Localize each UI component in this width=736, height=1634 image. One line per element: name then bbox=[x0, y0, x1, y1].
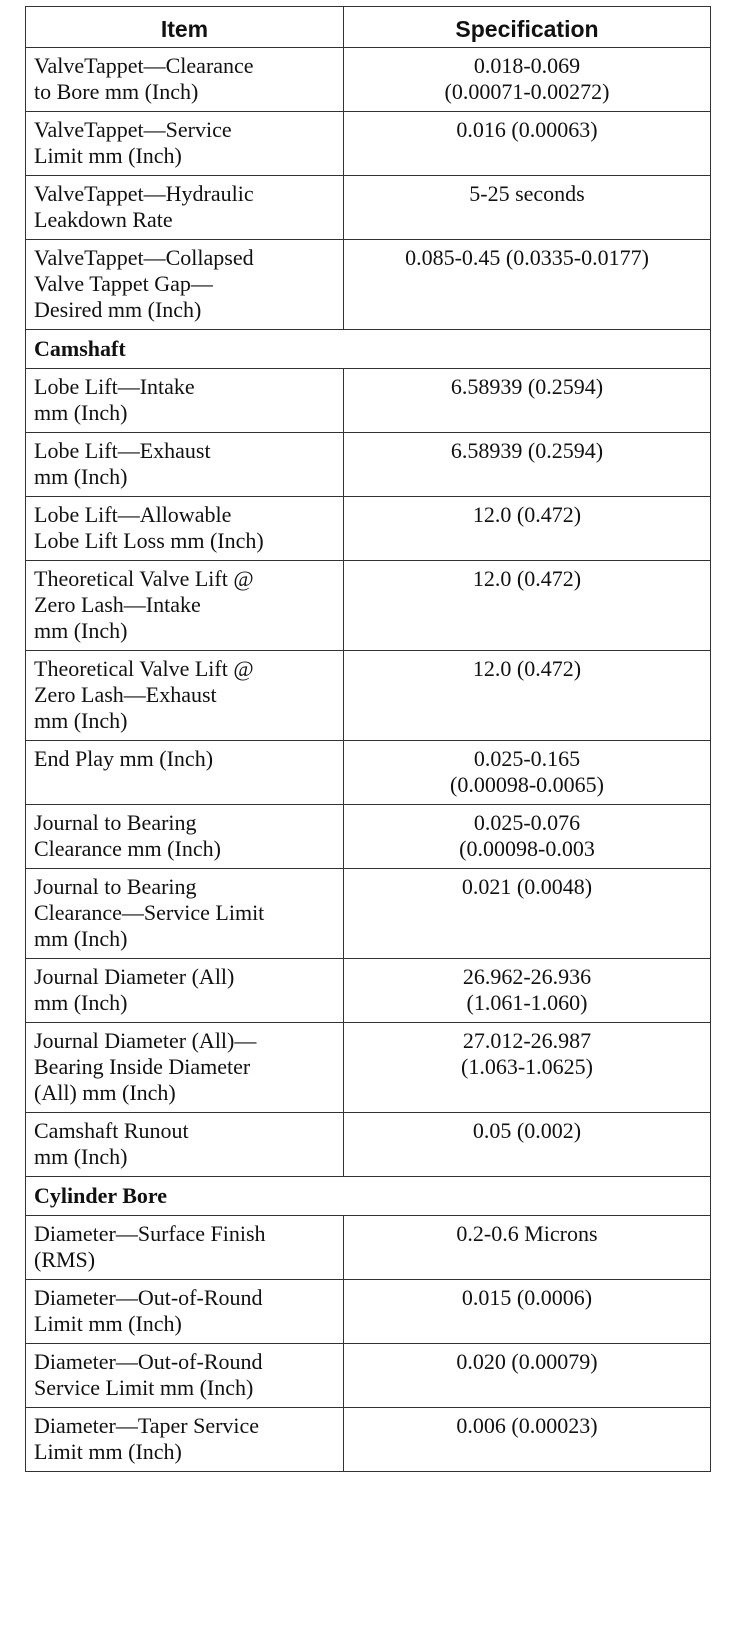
specification-value: 0.05 (0.002) bbox=[472, 1118, 582, 1143]
specification-value: 12.0 (0.472) bbox=[472, 502, 582, 527]
specification-value: (1.061-1.060) bbox=[466, 990, 588, 1015]
table-row bbox=[26, 1023, 711, 1113]
item-cell bbox=[26, 497, 344, 561]
item-text: Limit mm (Inch) bbox=[34, 143, 182, 168]
section-header-row bbox=[26, 330, 711, 369]
item-cell bbox=[26, 240, 344, 330]
item-text: mm (Inch) bbox=[34, 400, 128, 425]
specification-cell bbox=[344, 1023, 711, 1113]
item-text: Diameter—Surface Finish bbox=[34, 1221, 266, 1246]
item-text: Zero Lash—Intake bbox=[34, 592, 201, 617]
specification-cell bbox=[344, 561, 711, 651]
specification-value: (0.00071-0.00272) bbox=[444, 79, 610, 104]
item-text: Journal Diameter (All) bbox=[34, 964, 235, 989]
item-text: to Bore mm (Inch) bbox=[34, 79, 199, 104]
item-text: mm (Inch) bbox=[34, 708, 128, 733]
specification-cell bbox=[344, 1113, 711, 1177]
specification-cell bbox=[344, 112, 711, 176]
table-row bbox=[26, 1113, 711, 1177]
item-cell bbox=[26, 1280, 344, 1344]
section-header-row bbox=[26, 1177, 711, 1216]
item-text: Limit mm (Inch) bbox=[34, 1439, 182, 1464]
item-cell bbox=[26, 1216, 344, 1280]
item-text: Clearance—Service Limit bbox=[34, 900, 265, 925]
specification-table bbox=[25, 6, 711, 1472]
specification-value: 5-25 seconds bbox=[469, 181, 585, 206]
table-row bbox=[26, 176, 711, 240]
specification-value: (0.00098-0.003 bbox=[459, 836, 595, 861]
item-text: Diameter—Out-of-Round bbox=[34, 1285, 263, 1310]
item-cell bbox=[26, 959, 344, 1023]
specification-value: 0.085-0.45 (0.0335-0.0177) bbox=[405, 245, 649, 270]
section-title: Cylinder Bore bbox=[26, 1177, 711, 1216]
item-text: Zero Lash—Exhaust bbox=[34, 682, 217, 707]
item-text: Lobe Lift Loss mm (Inch) bbox=[34, 528, 264, 553]
specification-cell bbox=[344, 1280, 711, 1344]
table-row bbox=[26, 1216, 711, 1280]
item-cell bbox=[26, 651, 344, 741]
header-specification: Specification bbox=[344, 7, 711, 48]
item-text: mm (Inch) bbox=[34, 990, 128, 1015]
item-text: End Play mm (Inch) bbox=[34, 746, 214, 771]
table-row bbox=[26, 741, 711, 805]
specification-cell bbox=[344, 805, 711, 869]
specification-value: (1.063-1.0625) bbox=[461, 1054, 593, 1079]
header-item: Item bbox=[26, 7, 344, 48]
item-text: mm (Inch) bbox=[34, 464, 128, 489]
table-row bbox=[26, 1344, 711, 1408]
item-cell bbox=[26, 369, 344, 433]
specification-value: 6.58939 (0.2594) bbox=[450, 438, 604, 463]
specification-value: 0.015 (0.0006) bbox=[461, 1285, 593, 1310]
specification-value: 0.025-0.165 bbox=[473, 746, 581, 771]
table-row bbox=[26, 561, 711, 651]
specification-cell bbox=[344, 497, 711, 561]
specification-cell bbox=[344, 1344, 711, 1408]
specification-value: 12.0 (0.472) bbox=[472, 656, 582, 681]
item-cell bbox=[26, 561, 344, 651]
specification-cell bbox=[344, 433, 711, 497]
item-text: Lobe Lift—Exhaust bbox=[34, 438, 211, 463]
table-row bbox=[26, 805, 711, 869]
item-text: Lobe Lift—Intake bbox=[34, 374, 195, 399]
item-cell bbox=[26, 1344, 344, 1408]
specification-cell bbox=[344, 959, 711, 1023]
item-text: Diameter—Out-of-Round bbox=[34, 1349, 263, 1374]
item-text: (RMS) bbox=[34, 1247, 96, 1272]
item-text: Journal to Bearing bbox=[34, 810, 197, 835]
item-cell bbox=[26, 433, 344, 497]
table-row bbox=[26, 497, 711, 561]
item-text: mm (Inch) bbox=[34, 1144, 128, 1169]
specification-cell bbox=[344, 651, 711, 741]
specification-value: 0.016 (0.00063) bbox=[456, 117, 598, 142]
item-cell bbox=[26, 1408, 344, 1472]
item-text: ValveTappet—Collapsed bbox=[34, 245, 254, 270]
item-cell bbox=[26, 869, 344, 959]
specification-value: 0.006 (0.00023) bbox=[456, 1413, 598, 1438]
specification-value: 12.0 (0.472) bbox=[472, 566, 582, 591]
table-row bbox=[26, 869, 711, 959]
specification-value: (0.00098-0.0065) bbox=[450, 772, 604, 797]
item-text: Theoretical Valve Lift @ bbox=[34, 656, 254, 681]
item-cell bbox=[26, 112, 344, 176]
specification-cell bbox=[344, 240, 711, 330]
table-row bbox=[26, 48, 711, 112]
item-cell bbox=[26, 1023, 344, 1113]
item-cell bbox=[26, 176, 344, 240]
item-text: Desired mm (Inch) bbox=[34, 297, 202, 322]
table-row bbox=[26, 959, 711, 1023]
section-title: Camshaft bbox=[26, 330, 711, 369]
table-row bbox=[26, 433, 711, 497]
item-text: Journal Diameter (All)— bbox=[34, 1028, 257, 1053]
specification-value: 27.012-26.987 bbox=[462, 1028, 592, 1053]
header-row bbox=[26, 7, 711, 48]
specification-value: 0.025-0.076 bbox=[473, 810, 581, 835]
item-cell bbox=[26, 1113, 344, 1177]
item-text: mm (Inch) bbox=[34, 926, 128, 951]
item-text: ValveTappet—Clearance bbox=[34, 53, 254, 78]
item-text: Diameter—Taper Service bbox=[34, 1413, 260, 1438]
specification-cell bbox=[344, 1408, 711, 1472]
item-cell bbox=[26, 48, 344, 112]
item-text: Theoretical Valve Lift @ bbox=[34, 566, 254, 591]
item-text: Lobe Lift—Allowable bbox=[34, 502, 232, 527]
specification-value: 0.2-0.6 Microns bbox=[456, 1221, 598, 1246]
table-row bbox=[26, 369, 711, 433]
table-row bbox=[26, 1408, 711, 1472]
specification-value: 26.962-26.936 bbox=[462, 964, 592, 989]
item-text: Bearing Inside Diameter bbox=[34, 1054, 251, 1079]
specification-cell bbox=[344, 869, 711, 959]
specification-cell bbox=[344, 741, 711, 805]
item-text: Limit mm (Inch) bbox=[34, 1311, 182, 1336]
table-body bbox=[26, 48, 711, 1472]
item-cell bbox=[26, 741, 344, 805]
specification-cell bbox=[344, 48, 711, 112]
item-text: Valve Tappet Gap— bbox=[34, 271, 213, 296]
item-text: Service Limit mm (Inch) bbox=[34, 1375, 254, 1400]
specification-cell bbox=[344, 369, 711, 433]
table-row bbox=[26, 1280, 711, 1344]
item-text: mm (Inch) bbox=[34, 618, 128, 643]
item-text: ValveTappet—Hydraulic bbox=[34, 181, 254, 206]
item-text: ValveTappet—Service bbox=[34, 117, 232, 142]
item-text: Clearance mm (Inch) bbox=[34, 836, 221, 861]
item-text: Camshaft Runout bbox=[34, 1118, 189, 1143]
specification-value: 0.021 (0.0048) bbox=[461, 874, 593, 899]
item-text: Leakdown Rate bbox=[34, 207, 173, 232]
specification-cell bbox=[344, 176, 711, 240]
specification-value: 0.020 (0.00079) bbox=[456, 1349, 598, 1374]
item-cell bbox=[26, 805, 344, 869]
specification-value: 6.58939 (0.2594) bbox=[450, 374, 604, 399]
item-text: Journal to Bearing bbox=[34, 874, 197, 899]
specification-value: 0.018-0.069 bbox=[473, 53, 581, 78]
table-row bbox=[26, 240, 711, 330]
table-row bbox=[26, 651, 711, 741]
specification-cell bbox=[344, 1216, 711, 1280]
item-text: (All) mm (Inch) bbox=[34, 1080, 176, 1105]
table-row bbox=[26, 112, 711, 176]
